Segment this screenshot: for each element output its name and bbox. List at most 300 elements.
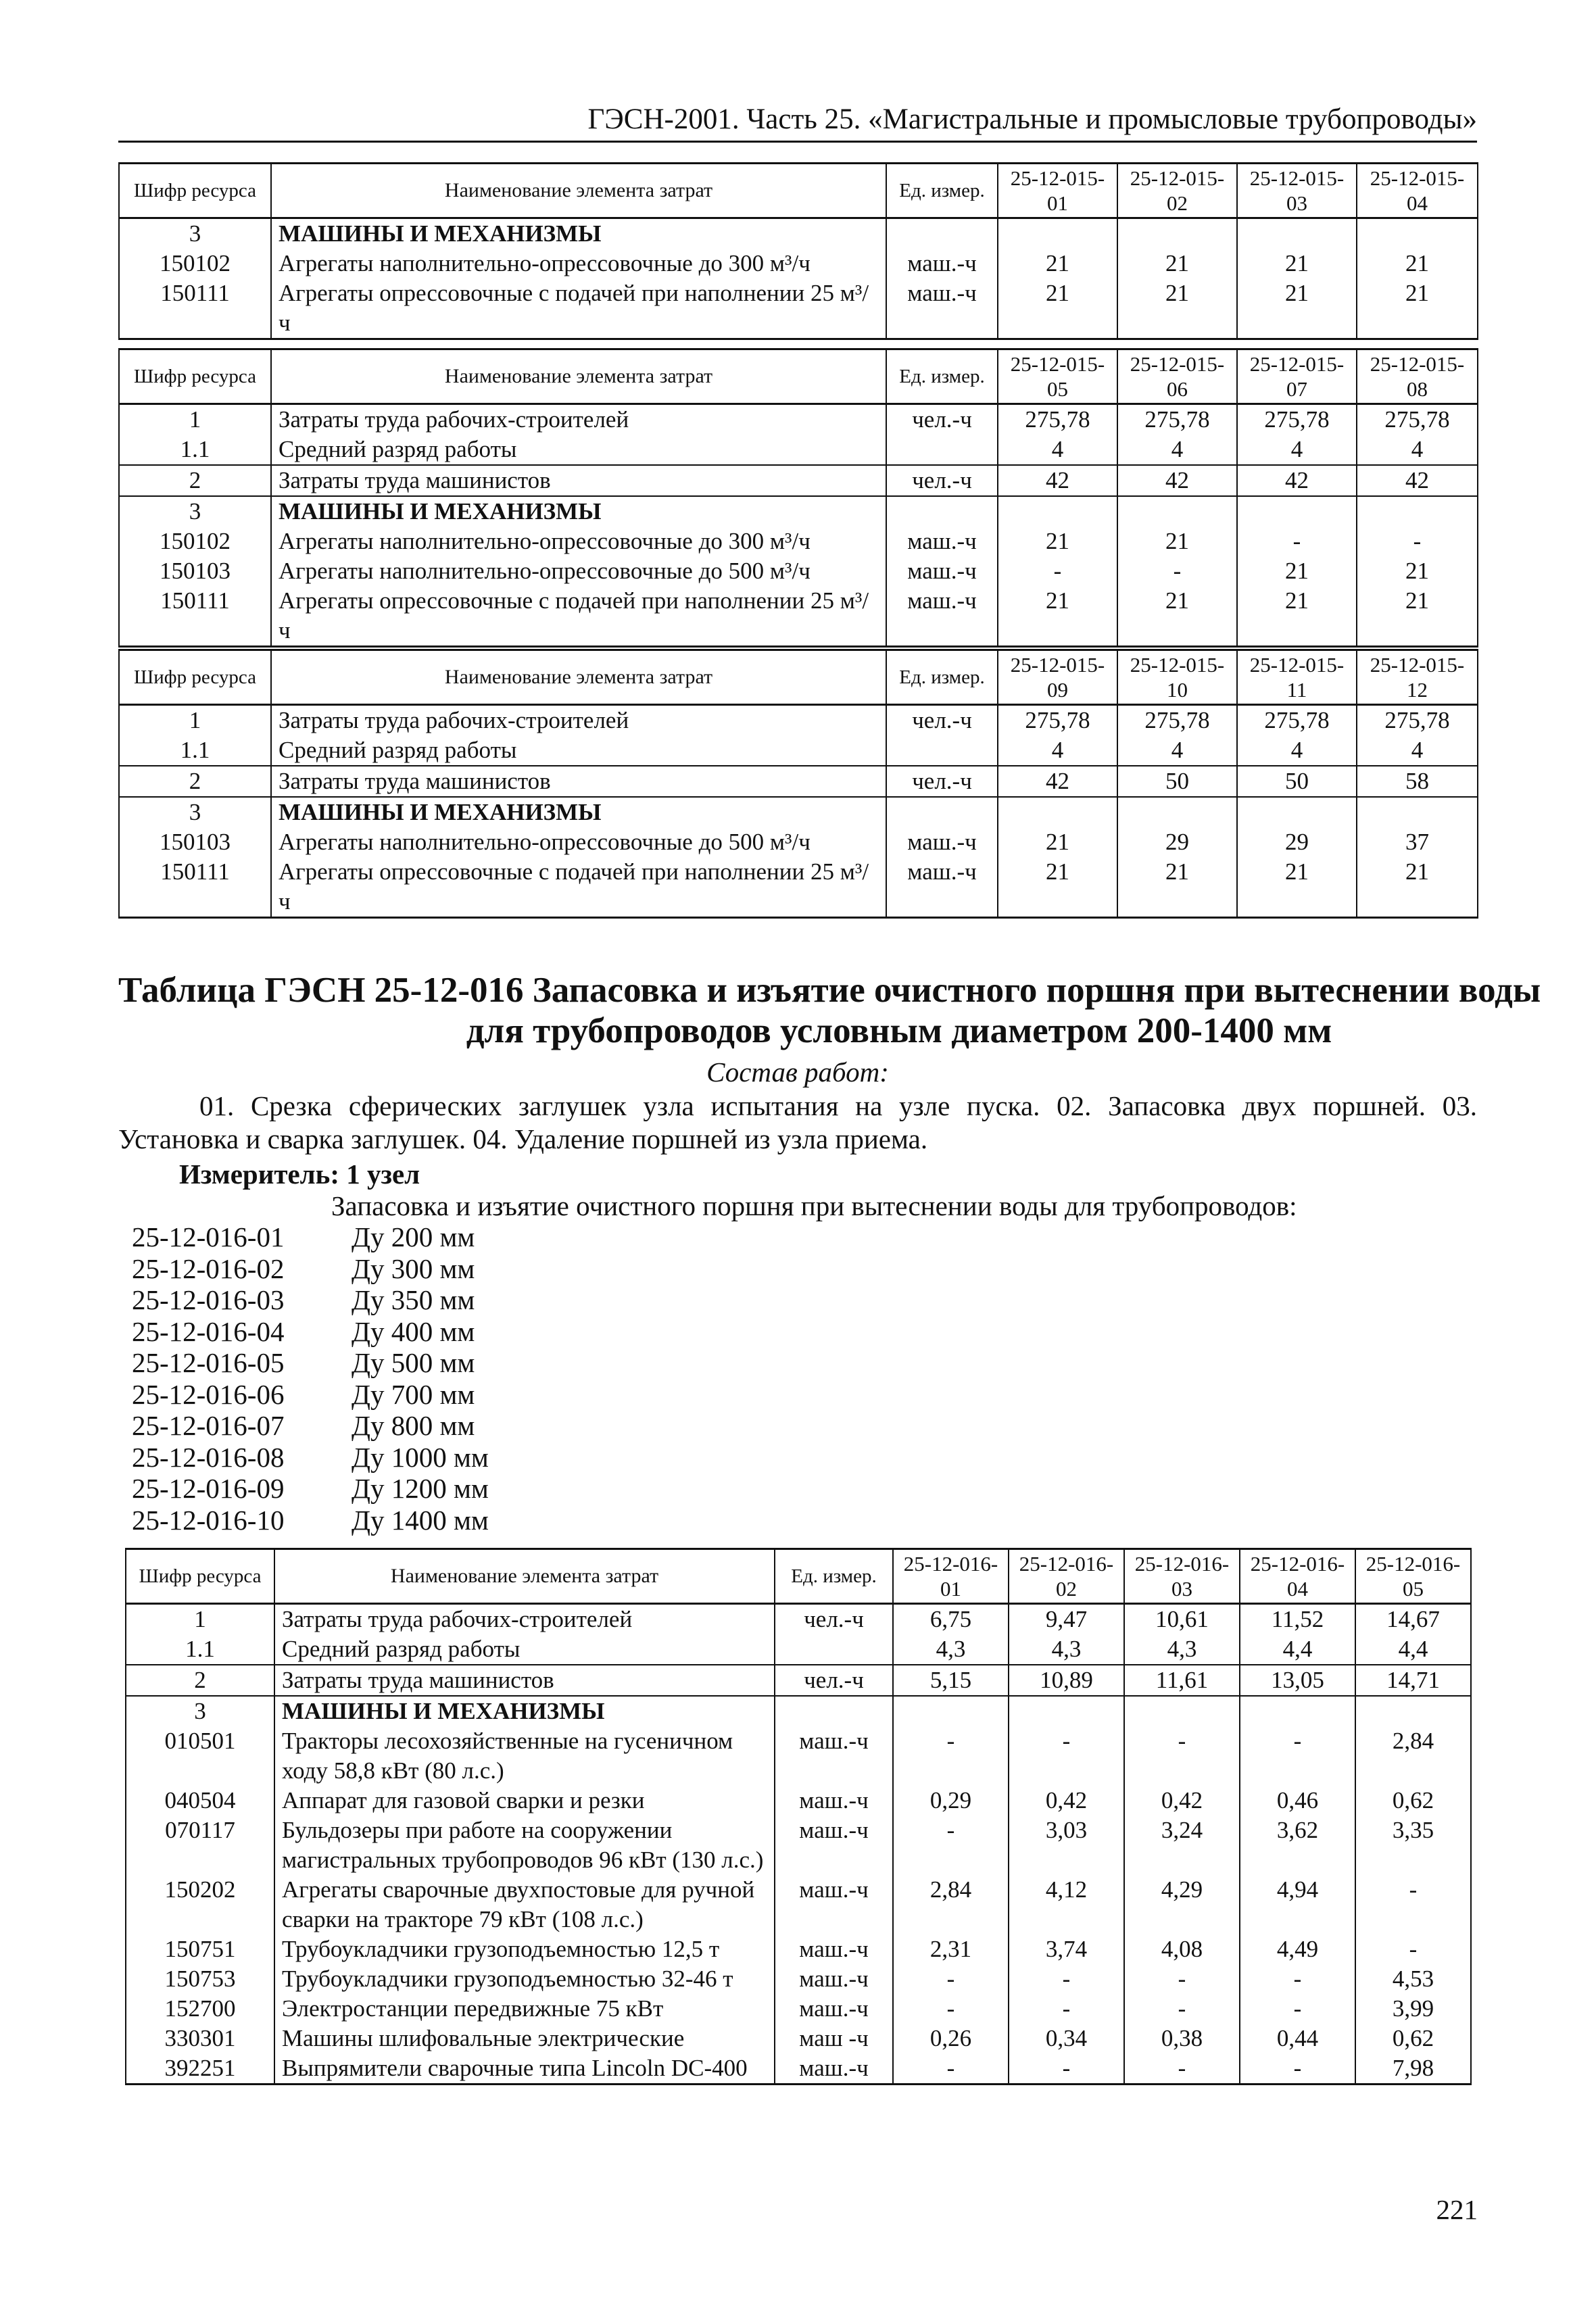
row-value: 275,78	[1117, 404, 1237, 435]
row-code: 1.1	[126, 1634, 274, 1665]
row-code: 150103	[119, 827, 271, 857]
row-value: 9,47	[1009, 1604, 1124, 1635]
row-name: Агрегаты сварочные двухпостовые для ручной сварки на тракторе 79 кВт (108 л.с.)	[274, 1875, 775, 1934]
row-value: 4	[1237, 735, 1357, 766]
norm-description: Ду 350 мм	[352, 1284, 475, 1315]
table-row-section	[119, 496, 1478, 527]
table-header-row	[119, 349, 1478, 404]
row-value: -	[1237, 527, 1357, 556]
row-value: 4,4	[1355, 1634, 1471, 1665]
row-name: Затраты труда машинистов	[271, 766, 886, 797]
row-value: 4,3	[1009, 1634, 1124, 1665]
row-value	[1117, 218, 1237, 249]
row-unit: маш.-ч	[886, 278, 998, 339]
row-unit: маш.-ч	[775, 1994, 893, 2024]
row-unit: маш.-ч	[775, 1934, 893, 1964]
row-value: 0,62	[1355, 1786, 1471, 1816]
table-row	[119, 404, 1478, 435]
header-norm-code: 25-12-015-07	[1237, 349, 1357, 404]
header-norm-code: 25-12-016-02	[1009, 1549, 1124, 1604]
row-value: 37	[1357, 827, 1478, 857]
row-value: -	[998, 556, 1117, 586]
row-value: 21	[1117, 249, 1237, 278]
row-value: 4	[998, 735, 1117, 766]
row-value: 21	[1237, 586, 1357, 647]
row-code: 150102	[119, 527, 271, 556]
row-name: Агрегаты наполнительно-опрессовочные до 500 м³/ч	[271, 827, 886, 857]
header-norm-code: 25-12-016-05	[1355, 1549, 1471, 1604]
row-value: 58	[1357, 766, 1478, 797]
row-code: 1	[119, 404, 271, 435]
row-name: Бульдозеры при работе на сооружении магистральных трубопроводов 96 кВт (130 л.с.)	[274, 1816, 775, 1875]
table-row	[119, 527, 1478, 556]
row-value: -	[1009, 1964, 1124, 1994]
norm-code: 25-12-016-01	[132, 1221, 285, 1252]
row-unit: маш.-ч	[775, 1875, 893, 1934]
norm-description: Ду 500 мм	[352, 1347, 475, 1378]
row-unit: маш -ч	[775, 2024, 893, 2053]
row-value: -	[893, 2053, 1009, 2085]
norm-description: Ду 1000 мм	[352, 1441, 489, 1473]
table-row	[126, 1665, 1471, 1696]
header-unit: Ед. измер.	[886, 349, 998, 404]
header-unit: Ед. измер.	[886, 164, 998, 218]
row-name: Агрегаты опрессовочные с подачей при наполнении 25 м³/ч	[271, 278, 886, 339]
header-name: Наименование элемента затрат	[271, 349, 886, 404]
norm-code: 25-12-016-03	[132, 1284, 285, 1315]
row-value: 0,42	[1009, 1786, 1124, 1816]
norm-code: 25-12-016-04	[132, 1315, 285, 1347]
row-unit: маш.-ч	[775, 2053, 893, 2085]
header-unit: Ед. измер.	[886, 650, 998, 705]
row-name: Затраты труда машинистов	[271, 465, 886, 496]
row-value: 275,78	[1357, 404, 1478, 435]
row-value: -	[1124, 1726, 1240, 1786]
row-code: 3	[119, 496, 271, 527]
row-code: 150751	[126, 1934, 274, 1964]
row-value: 42	[1117, 465, 1237, 496]
row-value: 0,42	[1124, 1786, 1240, 1816]
table-row	[126, 1604, 1471, 1635]
resource-table-016	[125, 1548, 1472, 2085]
header-norm-code: 25-12-015-05	[998, 349, 1117, 404]
norm-description: Ду 200 мм	[352, 1221, 475, 1252]
row-value: 14,71	[1355, 1665, 1471, 1696]
norm-code: 25-12-016-02	[132, 1252, 285, 1284]
row-value: -	[1357, 527, 1478, 556]
norm-description: Ду 300 мм	[352, 1252, 475, 1284]
row-value: 7,98	[1355, 2053, 1471, 2085]
row-value: 3,74	[1009, 1934, 1124, 1964]
resource-table-015-part3	[118, 649, 1478, 919]
table-title	[118, 970, 1541, 1051]
row-value	[893, 1696, 1009, 1726]
row-code: 1.1	[119, 735, 271, 766]
header-code: Шифр ресурса	[119, 650, 271, 705]
table-row	[126, 1964, 1471, 1994]
row-value: 4,3	[1124, 1634, 1240, 1665]
row-value: 0,62	[1355, 2024, 1471, 2053]
row-value: 4,49	[1240, 1934, 1355, 1964]
row-value: 4,94	[1240, 1875, 1355, 1934]
row-unit	[886, 496, 998, 527]
header-norm-code: 25-12-015-12	[1357, 650, 1478, 705]
table-row	[119, 827, 1478, 857]
row-value: 21	[998, 278, 1117, 339]
row-value: 4	[1357, 435, 1478, 465]
table-row	[126, 1816, 1471, 1875]
row-unit: чел.-ч	[886, 404, 998, 435]
row-unit: маш.-ч	[886, 556, 998, 586]
row-name: Агрегаты наполнительно-опрессовочные до 300 м³/ч	[271, 527, 886, 556]
row-value: 11,61	[1124, 1665, 1240, 1696]
row-value: 4,4	[1240, 1634, 1355, 1665]
header-name: Наименование элемента затрат	[274, 1549, 775, 1604]
row-value: 21	[1357, 278, 1478, 339]
row-name: Машины шлифовальные электрические	[274, 2024, 775, 2053]
table-row	[126, 1634, 1471, 1665]
header-norm-code: 25-12-015-06	[1117, 349, 1237, 404]
row-value: -	[1124, 1964, 1240, 1994]
row-value	[1117, 496, 1237, 527]
row-value: 2,84	[893, 1875, 1009, 1934]
row-value: 3,35	[1355, 1816, 1471, 1875]
row-value: -	[1355, 1934, 1471, 1964]
running-header	[118, 103, 1477, 143]
row-name: Электростанции передвижные 75 кВт	[274, 1994, 775, 2024]
row-code: 3	[119, 797, 271, 827]
row-value: 275,78	[1237, 404, 1357, 435]
norm-code: 25-12-016-10	[132, 1504, 285, 1536]
row-name: Затраты труда рабочих-строителей	[274, 1604, 775, 1635]
row-name: МАШИНЫ И МЕХАНИЗМЫ	[271, 797, 886, 827]
row-name: Агрегаты наполнительно-опрессовочные до 500 м³/ч	[271, 556, 886, 586]
row-unit	[886, 797, 998, 827]
scope-description: Запасовка и изъятие очистного поршня при вытеснении воды для трубопроводов:	[331, 1190, 1297, 1221]
norm-code: 25-12-016-06	[132, 1378, 285, 1410]
row-unit: чел.-ч	[886, 705, 998, 736]
row-name: Затраты труда рабочих-строителей	[271, 404, 886, 435]
row-value: 0,44	[1240, 2024, 1355, 2053]
table-row	[126, 1726, 1471, 1786]
row-value: -	[893, 1964, 1009, 1994]
row-name: Средний разряд работы	[274, 1634, 775, 1665]
row-value: 5,15	[893, 1665, 1009, 1696]
table-row-section	[126, 1696, 1471, 1726]
norm-description: Ду 800 мм	[352, 1410, 475, 1441]
table-title-line: для трубопроводов условным диаметром 200-1400 мм	[466, 1011, 1332, 1050]
header-norm-code: 25-12-015-10	[1117, 650, 1237, 705]
row-value: 0,34	[1009, 2024, 1124, 2053]
row-value: 21	[1357, 857, 1478, 918]
row-value: 3,03	[1009, 1816, 1124, 1875]
table-row-section	[119, 218, 1478, 249]
row-name: Агрегаты наполнительно-опрессовочные до 300 м³/ч	[271, 249, 886, 278]
table-header-row	[119, 650, 1478, 705]
row-value	[1237, 797, 1357, 827]
row-unit: маш.-ч	[775, 1964, 893, 1994]
row-unit	[886, 435, 998, 465]
row-value	[1009, 1696, 1124, 1726]
row-value: 21	[1357, 249, 1478, 278]
resource-table-015-part1	[118, 162, 1478, 340]
table-row-section	[119, 797, 1478, 827]
row-value: 42	[1237, 465, 1357, 496]
row-value	[1357, 218, 1478, 249]
header-norm-code: 25-12-015-11	[1237, 650, 1357, 705]
row-unit: маш.-ч	[775, 1726, 893, 1786]
row-value: 0,29	[893, 1786, 1009, 1816]
table-row	[119, 705, 1478, 736]
norm-code: 25-12-016-08	[132, 1441, 285, 1473]
header-norm-code: 25-12-015-04	[1357, 164, 1478, 218]
row-unit: чел.-ч	[775, 1604, 893, 1635]
row-value: -	[893, 1994, 1009, 2024]
row-value: 21	[1117, 857, 1237, 918]
row-value	[1237, 218, 1357, 249]
row-value: 275,78	[1357, 705, 1478, 736]
resource-table-015-part2	[118, 348, 1478, 648]
norm-code: 25-12-016-05	[132, 1347, 285, 1378]
row-unit: маш.-ч	[886, 249, 998, 278]
row-value	[998, 797, 1117, 827]
row-unit: маш.-ч	[775, 1816, 893, 1875]
norm-description: Ду 1400 мм	[352, 1504, 489, 1536]
row-value: -	[1009, 2053, 1124, 2085]
row-unit	[775, 1696, 893, 1726]
row-value: 50	[1237, 766, 1357, 797]
row-value: 0,26	[893, 2024, 1009, 2053]
row-name: Затраты труда машинистов	[274, 1665, 775, 1696]
row-value: 21	[998, 827, 1117, 857]
row-code: 3	[119, 218, 271, 249]
row-value	[1240, 1696, 1355, 1726]
header-code: Шифр ресурса	[119, 349, 271, 404]
row-value: 10,89	[1009, 1665, 1124, 1696]
header-code: Шифр ресурса	[119, 164, 271, 218]
row-value: 6,75	[893, 1604, 1009, 1635]
table-row	[126, 1934, 1471, 1964]
table-row	[119, 435, 1478, 465]
row-value: 4,12	[1009, 1875, 1124, 1934]
row-unit: чел.-ч	[886, 766, 998, 797]
row-name: Агрегаты опрессовочные с подачей при наполнении 25 м³/ч	[271, 857, 886, 918]
row-code: 330301	[126, 2024, 274, 2053]
header-norm-code: 25-12-015-02	[1117, 164, 1237, 218]
row-value: 275,78	[1237, 705, 1357, 736]
row-code: 150202	[126, 1875, 274, 1934]
header-norm-code: 25-12-016-03	[1124, 1549, 1240, 1604]
row-code: 2	[119, 465, 271, 496]
table-row	[119, 465, 1478, 496]
row-value: 10,61	[1124, 1604, 1240, 1635]
row-value: 50	[1117, 766, 1237, 797]
header-norm-code: 25-12-016-01	[893, 1549, 1009, 1604]
row-value	[998, 218, 1117, 249]
row-code: 070117	[126, 1816, 274, 1875]
row-value: 21	[1117, 527, 1237, 556]
row-code: 150111	[119, 586, 271, 647]
row-code: 150753	[126, 1964, 274, 1994]
row-value	[1355, 1696, 1471, 1726]
row-code: 1	[119, 705, 271, 736]
row-value	[1357, 797, 1478, 827]
row-code: 2	[119, 766, 271, 797]
row-code: 010501	[126, 1726, 274, 1786]
row-value: 2,31	[893, 1934, 1009, 1964]
row-value: 3,24	[1124, 1816, 1240, 1875]
header-norm-code: 25-12-016-04	[1240, 1549, 1355, 1604]
row-unit: маш.-ч	[886, 827, 998, 857]
row-value: 42	[998, 766, 1117, 797]
row-value: -	[1009, 1726, 1124, 1786]
row-value: -	[1240, 2053, 1355, 2085]
row-value: 21	[998, 857, 1117, 918]
row-code: 150103	[119, 556, 271, 586]
norm-code: 25-12-016-07	[132, 1410, 285, 1441]
table-row	[126, 2024, 1471, 2053]
row-code: 150102	[119, 249, 271, 278]
header-unit: Ед. измер.	[775, 1549, 893, 1604]
row-name: МАШИНЫ И МЕХАНИЗМЫ	[274, 1696, 775, 1726]
row-code: 2	[126, 1665, 274, 1696]
row-value	[1237, 496, 1357, 527]
row-code: 392251	[126, 2053, 274, 2085]
row-value: 275,78	[998, 705, 1117, 736]
row-value: 275,78	[998, 404, 1117, 435]
work-composition-text: 01. Срезка сферических заглушек узла испытания на узле пуска. 02. Запасовка двух поршней. 03. Установка и сварка заглушек. 04. Удаление поршней из узла приема.	[118, 1090, 1477, 1154]
row-value: 13,05	[1240, 1665, 1355, 1696]
row-name: Выпрямители сварочные типа Lincoln DC-400	[274, 2053, 775, 2085]
measurement-unit: Измеритель: 1 узел	[179, 1159, 420, 1190]
row-value: 4	[1117, 735, 1237, 766]
row-value: -	[1240, 1726, 1355, 1786]
row-code: 3	[126, 1696, 274, 1726]
header-norm-code: 25-12-015-03	[1237, 164, 1357, 218]
row-name: Трубоукладчики грузоподъемностью 12,5 т	[274, 1934, 775, 1964]
header-norm-code: 25-12-015-08	[1357, 349, 1478, 404]
row-value: -	[893, 1816, 1009, 1875]
row-unit	[886, 735, 998, 766]
table-row	[119, 735, 1478, 766]
row-value	[1124, 1696, 1240, 1726]
row-value: 21	[998, 586, 1117, 647]
row-value: 2,84	[1355, 1726, 1471, 1786]
header-title: ГЭСН-2001. Часть 25. «Магистральные и промысловые трубопроводы»	[587, 103, 1477, 135]
table-row	[119, 586, 1478, 647]
row-value: -	[1117, 556, 1237, 586]
norm-description: Ду 700 мм	[352, 1378, 475, 1410]
row-value	[998, 496, 1117, 527]
row-value: 4	[998, 435, 1117, 465]
header-norm-code: 25-12-015-01	[998, 164, 1117, 218]
table-header-row	[126, 1549, 1471, 1604]
table-row	[126, 1875, 1471, 1934]
row-code: 040504	[126, 1786, 274, 1816]
row-value: 4,08	[1124, 1934, 1240, 1964]
table-row	[126, 1786, 1471, 1816]
row-value: 29	[1117, 827, 1237, 857]
row-value: 21	[998, 249, 1117, 278]
row-value: -	[1240, 1994, 1355, 2024]
row-unit	[886, 218, 998, 249]
row-code: 150111	[119, 278, 271, 339]
row-value: 21	[1237, 556, 1357, 586]
row-unit: маш.-ч	[886, 857, 998, 918]
row-value: 21	[1237, 249, 1357, 278]
table-row	[119, 556, 1478, 586]
row-value: 42	[1357, 465, 1478, 496]
row-name: Средний разряд работы	[271, 435, 886, 465]
row-value: 21	[998, 527, 1117, 556]
row-name: Затраты труда рабочих-строителей	[271, 705, 886, 736]
row-value: 21	[1237, 278, 1357, 339]
row-value: -	[1009, 1994, 1124, 2024]
row-value: 42	[998, 465, 1117, 496]
table-title-line: Таблица ГЭСН 25-12-016 Запасовка и изъятие очистного поршня при вытеснении воды	[118, 971, 1541, 1010]
row-value: -	[1124, 1994, 1240, 2024]
work-composition-label: Состав работ:	[706, 1056, 889, 1088]
page-number: 221	[1436, 2194, 1478, 2225]
header-name: Наименование элемента затрат	[271, 164, 886, 218]
row-value: 4,29	[1124, 1875, 1240, 1934]
row-value: 14,67	[1355, 1604, 1471, 1635]
row-value: 3,99	[1355, 1994, 1471, 2024]
table-row	[119, 857, 1478, 918]
row-name: Агрегаты опрессовочные с подачей при наполнении 25 м³/ч	[271, 586, 886, 647]
row-value: 4	[1357, 735, 1478, 766]
row-value: 21	[1357, 586, 1478, 647]
row-code: 152700	[126, 1994, 274, 2024]
row-value: 11,52	[1240, 1604, 1355, 1635]
row-value: 4,53	[1355, 1964, 1471, 1994]
row-value: -	[1240, 1964, 1355, 1994]
row-unit: маш.-ч	[775, 1786, 893, 1816]
row-value: 275,78	[1117, 705, 1237, 736]
row-unit: маш.-ч	[886, 527, 998, 556]
header-code: Шифр ресурса	[126, 1549, 274, 1604]
row-value: 4	[1237, 435, 1357, 465]
row-value: 21	[1117, 278, 1237, 339]
table-header-row	[119, 164, 1478, 218]
row-value: -	[1355, 1875, 1471, 1934]
row-value: 21	[1117, 586, 1237, 647]
table-row	[126, 1994, 1471, 2024]
table-row	[119, 249, 1478, 278]
norm-code: 25-12-016-09	[132, 1473, 285, 1504]
header-name: Наименование элемента затрат	[271, 650, 886, 705]
norm-description: Ду 400 мм	[352, 1315, 475, 1347]
row-value	[1357, 496, 1478, 527]
norm-description: Ду 1200 мм	[352, 1473, 489, 1504]
row-unit: маш.-ч	[886, 586, 998, 647]
row-value: 0,38	[1124, 2024, 1240, 2053]
row-value: 21	[1237, 857, 1357, 918]
row-value	[1117, 797, 1237, 827]
table-row	[119, 766, 1478, 797]
row-name: Аппарат для газовой сварки и резки	[274, 1786, 775, 1816]
table-row	[119, 278, 1478, 339]
table-row	[126, 2053, 1471, 2085]
row-name: МАШИНЫ И МЕХАНИЗМЫ	[271, 218, 886, 249]
row-value: 21	[1357, 556, 1478, 586]
row-name: Тракторы лесохозяйственные на гусеничном ходу 58,8 кВт (80 л.с.)	[274, 1726, 775, 1786]
header-norm-code: 25-12-015-09	[998, 650, 1117, 705]
row-value: -	[1124, 2053, 1240, 2085]
row-value: 29	[1237, 827, 1357, 857]
row-code: 1.1	[119, 435, 271, 465]
row-unit: чел.-ч	[775, 1665, 893, 1696]
